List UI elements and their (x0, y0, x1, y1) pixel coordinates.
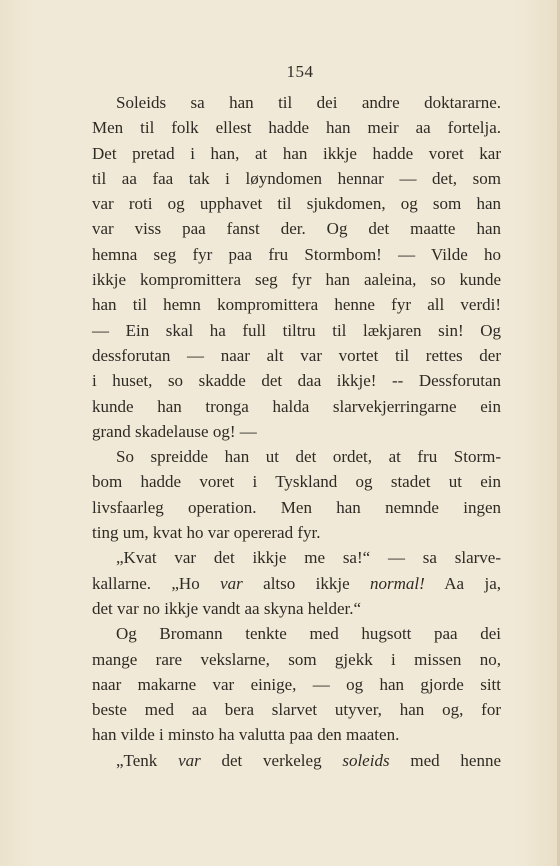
text-line: hemna seg fyr paa fru Stormbom! — Vilde ho (92, 244, 501, 264)
text-line: Men til folk ellest hadde han meir aa fortelja. (92, 118, 501, 138)
text-line: til aa faa tak i løyndomen hennar — det, som (92, 168, 501, 188)
text-line: det var no ikkje vandt aa skyna helder.“ (92, 598, 362, 618)
text-line: han til hemn kompromittera henne fyr all verdi! (92, 295, 501, 315)
text-line: ikkje kompromittera seg fyr han aaleina, so kunde (92, 270, 501, 290)
text-line: ting um, kvat ho var opererad fyr. (92, 523, 321, 543)
text-line: kallarne. „Ho var altso ikkje normal! Aa ja, (92, 573, 501, 593)
text-line: var viss paa fanst der. Og det maatte han (92, 219, 501, 239)
text-line: „Tenk var det verkeleg soleids med henne (116, 750, 501, 770)
text-line: bom hadde voret i Tyskland og stadet ut ein (92, 472, 501, 492)
text-line: mange rare vekslarne, som gjekk i missen no, (92, 649, 501, 669)
text-line: — Ein skal ha full tiltru til lækjaren sin! Og (92, 320, 501, 340)
text-line: livsfaarleg operation. Men han nemnde ingen (92, 497, 501, 517)
text-line: var roti og upphavet til sjukdomen, og som han (92, 194, 501, 214)
text-line: grand skadelause og! — (92, 421, 257, 441)
text-line: So spreidde han ut det ordet, at fru Storm- (116, 447, 501, 467)
text-line: kunde han tronga halda slarvekjerringarne ein (92, 396, 501, 416)
page-number: 154 (286, 62, 314, 81)
body-text (92, 90, 501, 773)
text-line: Soleids sa han til dei andre doktararne. (116, 93, 501, 112)
text-line: han vilde i minsto ha valutta paa den maaten. (92, 725, 400, 745)
text-line: beste med aa bera slarvet utyver, han og, for (92, 700, 501, 720)
text-line: i huset, so skadde det daa ikkje! -- Dessforutan (92, 371, 501, 391)
text-line: naar makarne var einige, — og han gjorde sitt (92, 674, 501, 694)
text-line: „Kvat var det ikkje me sa!“ — sa slarve- (116, 548, 501, 568)
text-line: Det pretad i han, at han ikkje hadde voret kar (92, 143, 501, 163)
text-line: Og Bromann tenkte med hugsott paa dei (116, 624, 501, 644)
text-line: dessforutan — naar alt var vortet til rettes der (92, 345, 501, 365)
